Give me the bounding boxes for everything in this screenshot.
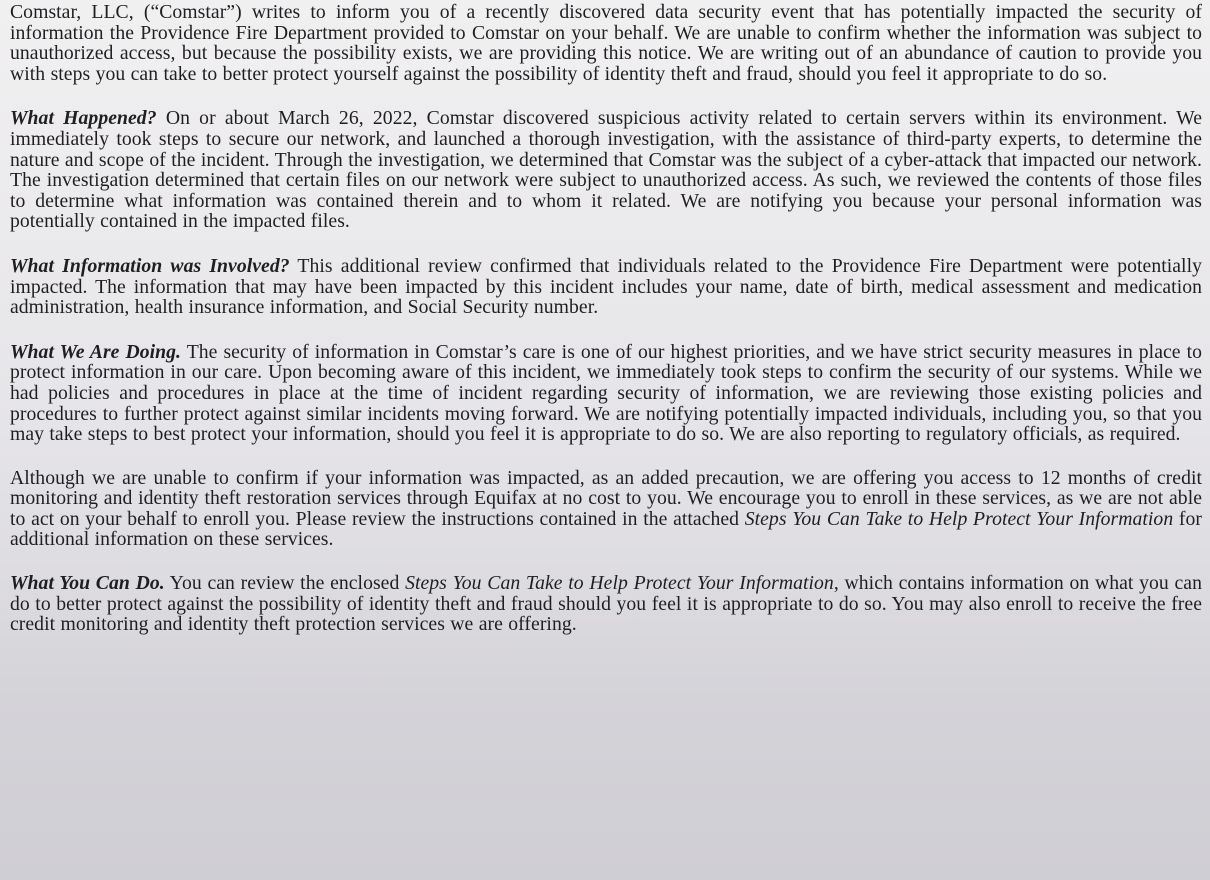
intro-text: Comstar, LLC, (“Comstar”) writes to inform you of a recently discovered data security event that has potentially impacted the security of information the Providence Fire Department provided to Comstar on your behalf. We are unable to confirm whether the information was subject to unauthorized access, but because the possibility exists, we are providing this notice. We are writing out of an abundance of caution to provide you with steps you can take to better protect yourself against the possibility of identity theft and fraud, should you feel it appropriate to do so.: [10, 1, 1202, 85]
what-information-heading: What Information was Involved?: [10, 254, 290, 277]
what-happened-heading: What Happened?: [10, 107, 157, 130]
what-we-are-doing-paragraph: [10, 342, 1202, 445]
what-you-can-do-paragraph: [10, 573, 1202, 635]
what-we-are-doing-heading: What We Are Doing.: [10, 340, 182, 363]
what-information-text: This additional review confirmed that individuals related to the Providence Fire Department were potentially impacted. The information that may have been impacted by this incident includes your name, date of birth, medical assessment and medication administration, health insurance information, and Social Security number.: [10, 254, 1202, 319]
intro-paragraph: [10, 2, 1202, 84]
credit-monitoring-paragraph: [10, 468, 1202, 550]
credit-monitoring-steps-title: Steps You Can Take to Help Protect Your Information: [744, 507, 1174, 530]
what-you-can-do-text-before: You can review the enclosed: [169, 572, 400, 595]
what-happened-text: On or about March 26, 2022, Comstar discovered suspicious activity related to certain servers within its environment. We immediately took steps to secure our network, and launched a thorough investigation, with the assistance of third-party experts, to determine the nature and scope of the incident. Through the investigation, we determined that Comstar was the subject of a cyber-attack that impacted our network. The investigation determined that certain files on our network were subject to unauthorized access. As such, we reviewed the contents of those files to determine what information was contained therein and to whom it related. We are notifying you because your personal information was potentially contained in the impacted files.: [10, 107, 1202, 233]
what-information-paragraph: [10, 256, 1202, 318]
what-you-can-do-heading: What You Can Do.: [10, 572, 165, 595]
credit-monitoring-text-before: Although we are unable to confirm if your information was impacted, as an added precaution, we are offering you access to 12 months of credit monitoring and identity theft restoration services through Equifax at no cost to you. We encourage you to enroll in these services, as we are not able to act on your behalf to enroll you. Please review the instructions contained in the attached: [10, 466, 1202, 530]
letter-body: [10, 2, 1202, 658]
what-you-can-do-text-after: , which contains information on what you can do to better protect against the possibility of identity theft and fraud should you feel it is appropriate to do so. You may also enroll to receive the free credit monitoring and identity theft protection services we are offering.: [10, 572, 1202, 636]
what-happened-paragraph: [10, 108, 1202, 232]
what-we-are-doing-text: The security of information in Comstar’s care is one of our highest priorities, and we have strict security measures in place to protect information in our care. Upon becoming aware of this incident, we immediately took steps to confirm the security of our systems. While we had policies and procedures in place at the time of incident regarding security of information, we are reviewing those existing policies and procedures to further protect against similar incidents moving forward. We are notifying potentially impacted individuals, including you, so that you may take steps to best protect your information, should you feel it is appropriate to do so. We are also reporting to regulatory officials, as required.: [10, 340, 1202, 446]
what-you-can-do-steps-title: Steps You Can Take to Help Protect Your Information: [405, 572, 834, 595]
credit-monitoring-text-after: for additional information on these services.: [10, 507, 1202, 551]
